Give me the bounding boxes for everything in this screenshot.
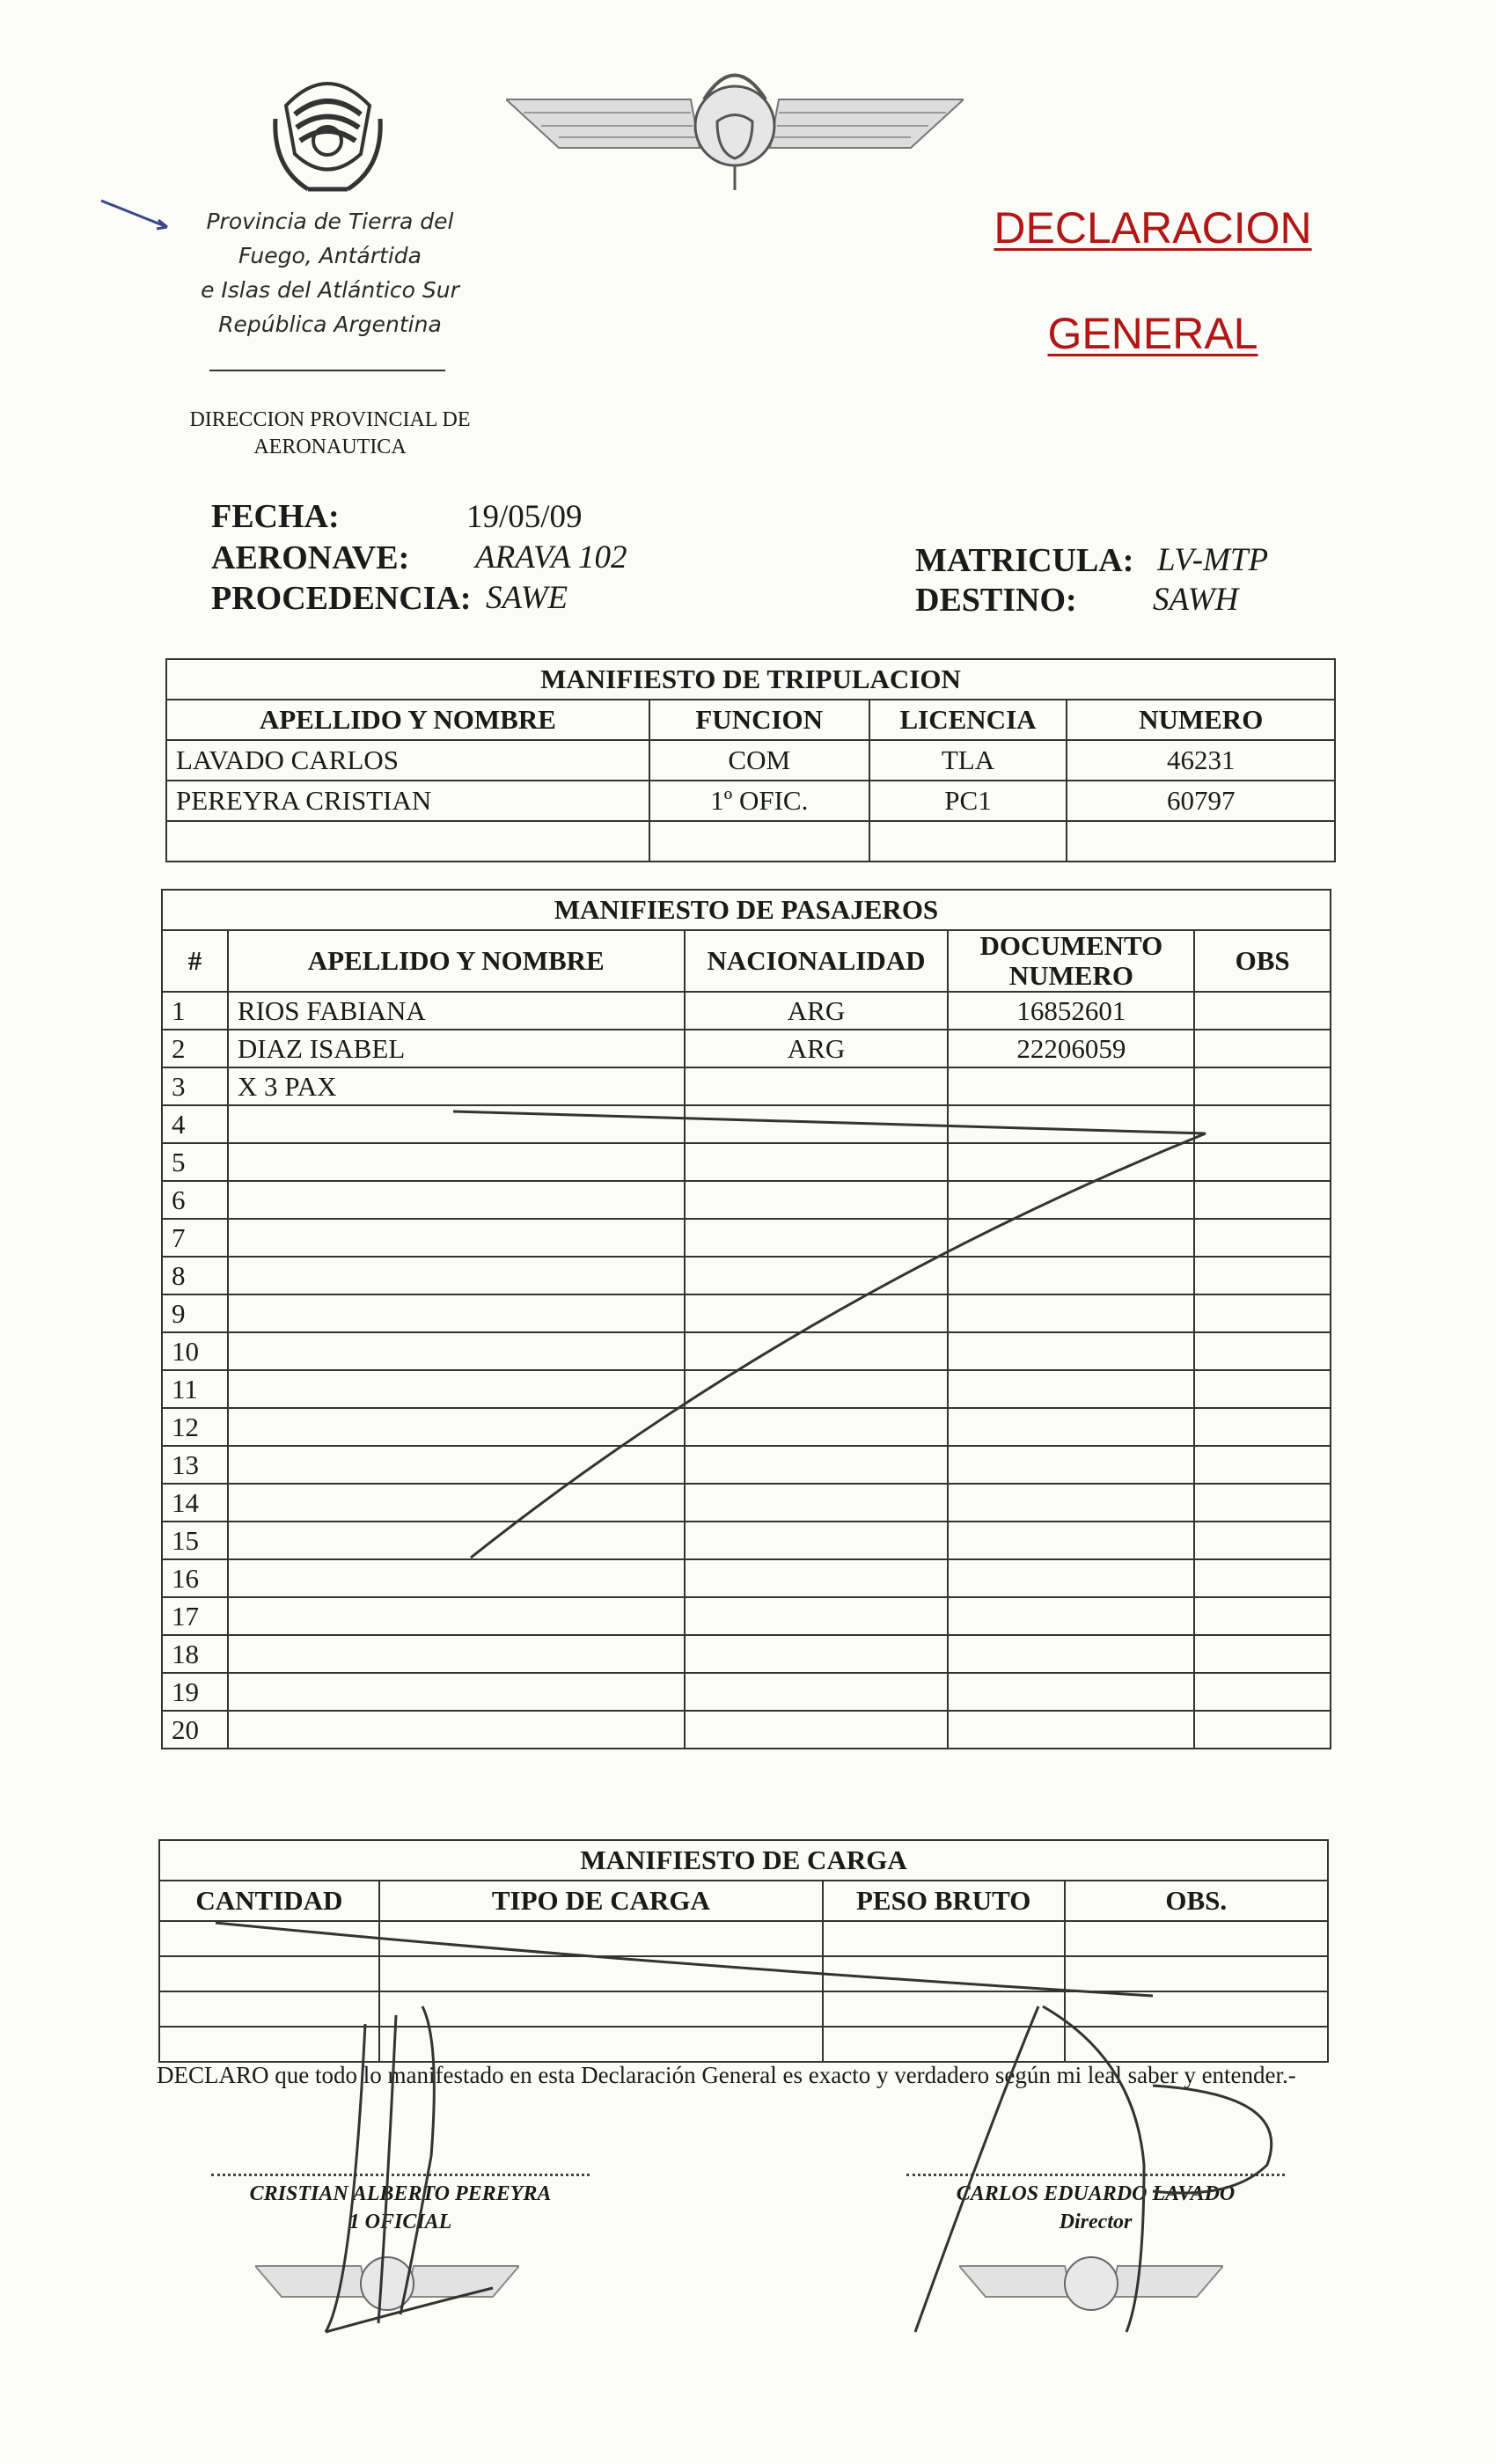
cargo-cell [823, 1921, 1065, 1956]
pax-documento [948, 1673, 1194, 1711]
pax-obs [1194, 1219, 1331, 1257]
table-row [159, 1921, 1328, 1956]
cargo-manifest-table [158, 1839, 1329, 2063]
pax-documento [948, 1257, 1194, 1294]
cargo-cell [379, 2027, 823, 2062]
pax-documento: 22206059 [948, 1030, 1194, 1067]
cargo-cell [1065, 2027, 1328, 2062]
pax-nacionalidad [685, 1484, 949, 1522]
crew-licencia [869, 821, 1067, 862]
table-row [162, 1219, 1331, 1257]
passenger-manifest-title: MANIFIESTO DE PASAJEROS [162, 890, 1331, 930]
pax-documento [948, 1597, 1194, 1635]
pax-index: 13 [162, 1446, 228, 1484]
pax-index: 20 [162, 1711, 228, 1749]
pax-nacionalidad [685, 1143, 949, 1181]
pax-documento [948, 1370, 1194, 1408]
cargo-cell [159, 2027, 379, 2062]
pax-header-obs: OBS [1194, 930, 1331, 992]
declaration-text: DECLARO que todo lo manifestado en esta Declaración General es exacto y verdadero según mi leal saber y entender.- [157, 2062, 1296, 2088]
pax-obs [1194, 1484, 1331, 1522]
pax-nacionalidad [685, 1370, 949, 1408]
table-row [162, 1446, 1331, 1484]
matricula-value: LV-MTP [1157, 542, 1269, 578]
document-title-line1: DECLARACION [994, 203, 1312, 253]
cargo-header-obs: OBS. [1065, 1881, 1328, 1921]
pax-index: 17 [162, 1597, 228, 1635]
pax-nacionalidad: ARG [685, 1030, 949, 1067]
destino-label: DESTINO: [915, 582, 1077, 619]
pax-name: DIAZ ISABEL [228, 1030, 685, 1067]
pax-nacionalidad [685, 1408, 949, 1446]
pax-nacionalidad [685, 1635, 949, 1673]
pax-obs [1194, 1635, 1331, 1673]
pax-header-documento: DOCUMENTO NUMERO [948, 930, 1194, 992]
pax-name [228, 1522, 685, 1559]
pax-obs [1194, 992, 1331, 1030]
pax-documento [948, 1711, 1194, 1749]
pax-index: 2 [162, 1030, 228, 1067]
fecha-label: FECHA: [211, 498, 340, 535]
cargo-cell [1065, 1956, 1328, 1991]
cargo-manifest-title: MANIFIESTO DE CARGA [159, 1840, 1328, 1881]
signer-role: 1 OFICIAL [348, 2211, 452, 2233]
pax-obs [1194, 1143, 1331, 1181]
pax-index: 10 [162, 1332, 228, 1370]
table-row [162, 1257, 1331, 1294]
crew-header-name: APELLIDO Y NOMBRE [166, 700, 649, 740]
signer-name: CRISTIAN ALBERTO PEREYRA [249, 2182, 552, 2205]
pax-obs [1194, 1332, 1331, 1370]
table-row [162, 1370, 1331, 1408]
pax-nacionalidad [685, 1446, 949, 1484]
pax-obs [1194, 1294, 1331, 1332]
pax-nacionalidad [685, 1181, 949, 1219]
pax-nacionalidad: ARG [685, 992, 949, 1030]
signature-line [906, 2174, 1285, 2176]
table-row [162, 1559, 1331, 1597]
pax-nacionalidad [685, 1257, 949, 1294]
table-row [162, 1332, 1331, 1370]
pax-name [228, 1105, 685, 1143]
cargo-cell [1065, 1921, 1328, 1956]
pax-name [228, 1370, 685, 1408]
pax-index: 9 [162, 1294, 228, 1332]
pax-header-name: APELLIDO Y NOMBRE [228, 930, 685, 992]
pax-documento [948, 1559, 1194, 1597]
pax-header-nacionalidad: NACIONALIDAD [685, 930, 949, 992]
direccion-name [172, 407, 488, 461]
pen-mark [97, 194, 176, 238]
table-row [162, 992, 1331, 1030]
pax-obs [1194, 1446, 1331, 1484]
pax-obs [1194, 1559, 1331, 1597]
pax-index: 11 [162, 1370, 228, 1408]
pax-documento [948, 1181, 1194, 1219]
pax-nacionalidad [685, 1294, 949, 1332]
crew-funcion: 1º OFIC. [649, 781, 869, 821]
pax-index: 14 [162, 1484, 228, 1522]
table-row [166, 821, 1335, 862]
pax-obs [1194, 1181, 1331, 1219]
pax-obs [1194, 1673, 1331, 1711]
pax-name [228, 1673, 685, 1711]
pax-index: 15 [162, 1522, 228, 1559]
signature-line [211, 2174, 590, 2176]
signer-role: Director [1059, 2211, 1133, 2233]
table-row [162, 1522, 1331, 1559]
pax-documento [948, 1105, 1194, 1143]
pax-index: 16 [162, 1559, 228, 1597]
pax-nacionalidad [685, 1559, 949, 1597]
direccion-line: AERONAUTICA [253, 436, 407, 458]
table-row [162, 1484, 1331, 1522]
pax-name [228, 1332, 685, 1370]
signer-name: CARLOS EDUARDO LAVADO [956, 2182, 1236, 2205]
table-row [162, 1294, 1331, 1332]
pax-name [228, 1597, 685, 1635]
pax-index: 1 [162, 992, 228, 1030]
pax-documento [948, 1219, 1194, 1257]
pax-documento [948, 1446, 1194, 1484]
cargo-cell [159, 1921, 379, 1956]
cargo-cell [823, 1991, 1065, 2027]
aeronave-label: AERONAVE: [211, 539, 410, 576]
table-row [162, 1030, 1331, 1067]
pax-obs [1194, 1408, 1331, 1446]
pax-index: 18 [162, 1635, 228, 1673]
pax-documento [948, 1522, 1194, 1559]
cargo-header-tipo: TIPO DE CARGA [379, 1881, 823, 1921]
pax-name [228, 1635, 685, 1673]
destino-value: SAWH [1153, 582, 1239, 618]
aeronave-value: ARAVA 102 [475, 539, 627, 576]
pax-nacionalidad [685, 1673, 949, 1711]
pax-documento [948, 1635, 1194, 1673]
pax-index: 4 [162, 1105, 228, 1143]
table-row [162, 1673, 1331, 1711]
province-line: e Islas del Atlántico Sur [201, 277, 459, 303]
table-row [159, 1956, 1328, 1991]
pax-name [228, 1257, 685, 1294]
crew-name: PEREYRA CRISTIAN [166, 781, 649, 821]
pax-index: 8 [162, 1257, 228, 1294]
table-row [162, 1181, 1331, 1219]
cargo-cell [379, 1921, 823, 1956]
cargo-cell [159, 1956, 379, 1991]
document-title-line2: GENERAL [1047, 309, 1258, 358]
pax-documento [948, 1067, 1194, 1105]
fecha-value: 19/05/09 [466, 499, 583, 535]
table-row [166, 740, 1335, 781]
cargo-cell [1065, 1991, 1328, 2027]
pax-obs [1194, 1067, 1331, 1105]
pax-nacionalidad [685, 1067, 949, 1105]
cargo-cell [379, 1956, 823, 1991]
province-name [172, 204, 488, 341]
pax-documento [948, 1332, 1194, 1370]
pax-obs [1194, 1597, 1331, 1635]
province-crest-logo [268, 70, 387, 202]
pax-name: X 3 PAX [228, 1067, 685, 1105]
table-row [162, 1408, 1331, 1446]
pax-documento [948, 1484, 1194, 1522]
pax-obs [1194, 1105, 1331, 1143]
province-line: República Argentina [218, 312, 442, 337]
pax-name [228, 1181, 685, 1219]
direccion-line: DIRECCION PROVINCIAL DE [189, 408, 471, 431]
pax-index: 12 [162, 1408, 228, 1446]
cargo-header-peso: PESO BRUTO [823, 1881, 1065, 1921]
crew-numero: 46231 [1067, 740, 1335, 781]
cargo-cell [379, 1991, 823, 2027]
matricula-label: MATRICULA: [915, 542, 1134, 579]
pax-obs [1194, 1711, 1331, 1749]
pax-name [228, 1446, 685, 1484]
pax-documento [948, 1143, 1194, 1181]
crew-funcion [649, 821, 869, 862]
pax-name [228, 1408, 685, 1446]
pax-name [228, 1559, 685, 1597]
procedencia-label: PROCEDENCIA: [211, 580, 472, 617]
pax-nacionalidad [685, 1219, 949, 1257]
pax-header-index: # [162, 930, 228, 992]
table-row [162, 1067, 1331, 1105]
pax-documento [948, 1408, 1194, 1446]
pax-documento [948, 1294, 1194, 1332]
province-line: Fuego, Antártida [238, 243, 422, 268]
pax-index: 7 [162, 1219, 228, 1257]
table-row [162, 1143, 1331, 1181]
table-row [166, 781, 1335, 821]
pax-obs [1194, 1257, 1331, 1294]
aeronautica-wings-emblem [506, 60, 964, 192]
cargo-cell [823, 2027, 1065, 2062]
passenger-manifest-table [161, 889, 1331, 1749]
pax-index: 6 [162, 1181, 228, 1219]
procedencia-value: SAWE [486, 580, 568, 616]
pax-name [228, 1484, 685, 1522]
crew-manifest-table [165, 658, 1336, 862]
crew-licencia: PC1 [869, 781, 1067, 821]
crew-numero [1067, 821, 1335, 862]
crew-name: LAVADO CARLOS [166, 740, 649, 781]
pax-name [228, 1711, 685, 1749]
pax-nacionalidad [685, 1711, 949, 1749]
stamp-wings-emblem [255, 2244, 519, 2323]
table-row [162, 1635, 1331, 1673]
crew-header-licencia: LICENCIA [869, 700, 1067, 740]
table-row [162, 1105, 1331, 1143]
pax-obs [1194, 1522, 1331, 1559]
cargo-header-cantidad: CANTIDAD [159, 1881, 379, 1921]
pax-name [228, 1294, 685, 1332]
stamp-wings-emblem [959, 2244, 1223, 2323]
table-row [159, 1991, 1328, 2027]
pax-name: RIOS FABIANA [228, 992, 685, 1030]
pax-index: 3 [162, 1067, 228, 1105]
pax-nacionalidad [685, 1105, 949, 1143]
table-row [159, 2027, 1328, 2062]
pax-obs [1194, 1030, 1331, 1067]
pax-index: 5 [162, 1143, 228, 1181]
pax-name [228, 1219, 685, 1257]
pax-obs [1194, 1370, 1331, 1408]
pax-nacionalidad [685, 1597, 949, 1635]
pax-index: 19 [162, 1673, 228, 1711]
crew-name [166, 821, 649, 862]
crew-numero: 60797 [1067, 781, 1335, 821]
pax-documento: 16852601 [948, 992, 1194, 1030]
cargo-cell [823, 1956, 1065, 1991]
crew-header-funcion: FUNCION [649, 700, 869, 740]
crew-licencia: TLA [869, 740, 1067, 781]
table-row [162, 1711, 1331, 1749]
table-row [162, 1597, 1331, 1635]
crew-header-numero: NUMERO [1067, 700, 1335, 740]
province-line: Provincia de Tierra del [206, 209, 454, 234]
pax-nacionalidad [685, 1332, 949, 1370]
pax-nacionalidad [685, 1522, 949, 1559]
cargo-cell [159, 1991, 379, 2027]
crew-manifest-title: MANIFIESTO DE TRIPULACION [166, 659, 1335, 700]
divider [209, 370, 445, 371]
crew-funcion: COM [649, 740, 869, 781]
pax-name [228, 1143, 685, 1181]
